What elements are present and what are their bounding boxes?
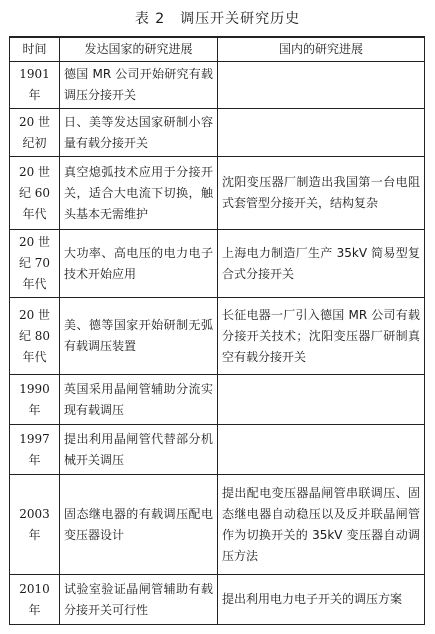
- table-row: [10, 425, 425, 475]
- table-row: [10, 109, 425, 157]
- table-header-row: [10, 37, 425, 62]
- developed-cell: 固态继电器的有载调压配电变压器设计: [60, 475, 218, 575]
- domestic-cell: 上海电力制造厂生产 35kV 简易型复合式分接开关: [218, 230, 425, 298]
- domestic-cell: [218, 375, 425, 425]
- header-time: 时间: [10, 37, 60, 62]
- domestic-cell: [218, 425, 425, 475]
- developed-cell: 日、美等发达国家研制小容量有载分接开关: [60, 109, 218, 157]
- table-row: [10, 475, 425, 575]
- developed-cell: 美、德等国家开始研制无弧有载调压装置: [60, 298, 218, 375]
- header-developed: 发达国家的研究进展: [60, 37, 218, 62]
- domestic-cell: 长征电器一厂引入德国 MR 公司有载分接开关技术；沈阳变压器厂研制真空有载分接开关: [218, 298, 425, 375]
- developed-cell: 德国 MR 公司开始研究有载调压分接开关: [60, 62, 218, 109]
- history-table: [9, 36, 425, 625]
- time-cell: 20 世纪 80 年代: [10, 298, 60, 375]
- time-cell: 1997 年: [10, 425, 60, 475]
- time-cell: 20 世纪 70 年代: [10, 230, 60, 298]
- table-row: [10, 375, 425, 425]
- domestic-cell: 提出配电变压器晶闸管串联调压、固态继电器自动稳压以及反并联晶闸管作为切换开关的 35kV 变压器自动调压方法: [218, 475, 425, 575]
- domestic-cell: [218, 109, 425, 157]
- time-cell: 20 世纪 60 年代: [10, 157, 60, 230]
- table-row: [10, 575, 425, 625]
- developed-cell: 提出利用晶闸管代替部分机械开关调压: [60, 425, 218, 475]
- developed-cell: 真空熄弧技术应用于分接开关，适合大电流下切换，触头基本无需维护: [60, 157, 218, 230]
- time-cell: 2010 年: [10, 575, 60, 625]
- time-cell: 20 世纪初: [10, 109, 60, 157]
- domestic-cell: 提出利用电力电子开关的调压方案: [218, 575, 425, 625]
- table-row: [10, 157, 425, 230]
- domestic-cell: 沈阳变压器厂制造出我国第一台电阻式套管型分接开关，结构复杂: [218, 157, 425, 230]
- table-row: [10, 62, 425, 109]
- header-domestic: 国内的研究进展: [218, 37, 425, 62]
- developed-cell: 试验室验证晶闸管辅助有载分接开关可行性: [60, 575, 218, 625]
- time-cell: 2003 年: [10, 475, 60, 575]
- developed-cell: 英国采用晶闸管辅助分流实现有载调压: [60, 375, 218, 425]
- time-cell: 1901 年: [10, 62, 60, 109]
- table-row: [10, 298, 425, 375]
- developed-cell: 大功率、高电压的电力电子技术开始应用: [60, 230, 218, 298]
- time-cell: 1990 年: [10, 375, 60, 425]
- table-caption: 表 2 调压开关研究历史: [134, 11, 301, 27]
- table-row: [10, 230, 425, 298]
- domestic-cell: [218, 62, 425, 109]
